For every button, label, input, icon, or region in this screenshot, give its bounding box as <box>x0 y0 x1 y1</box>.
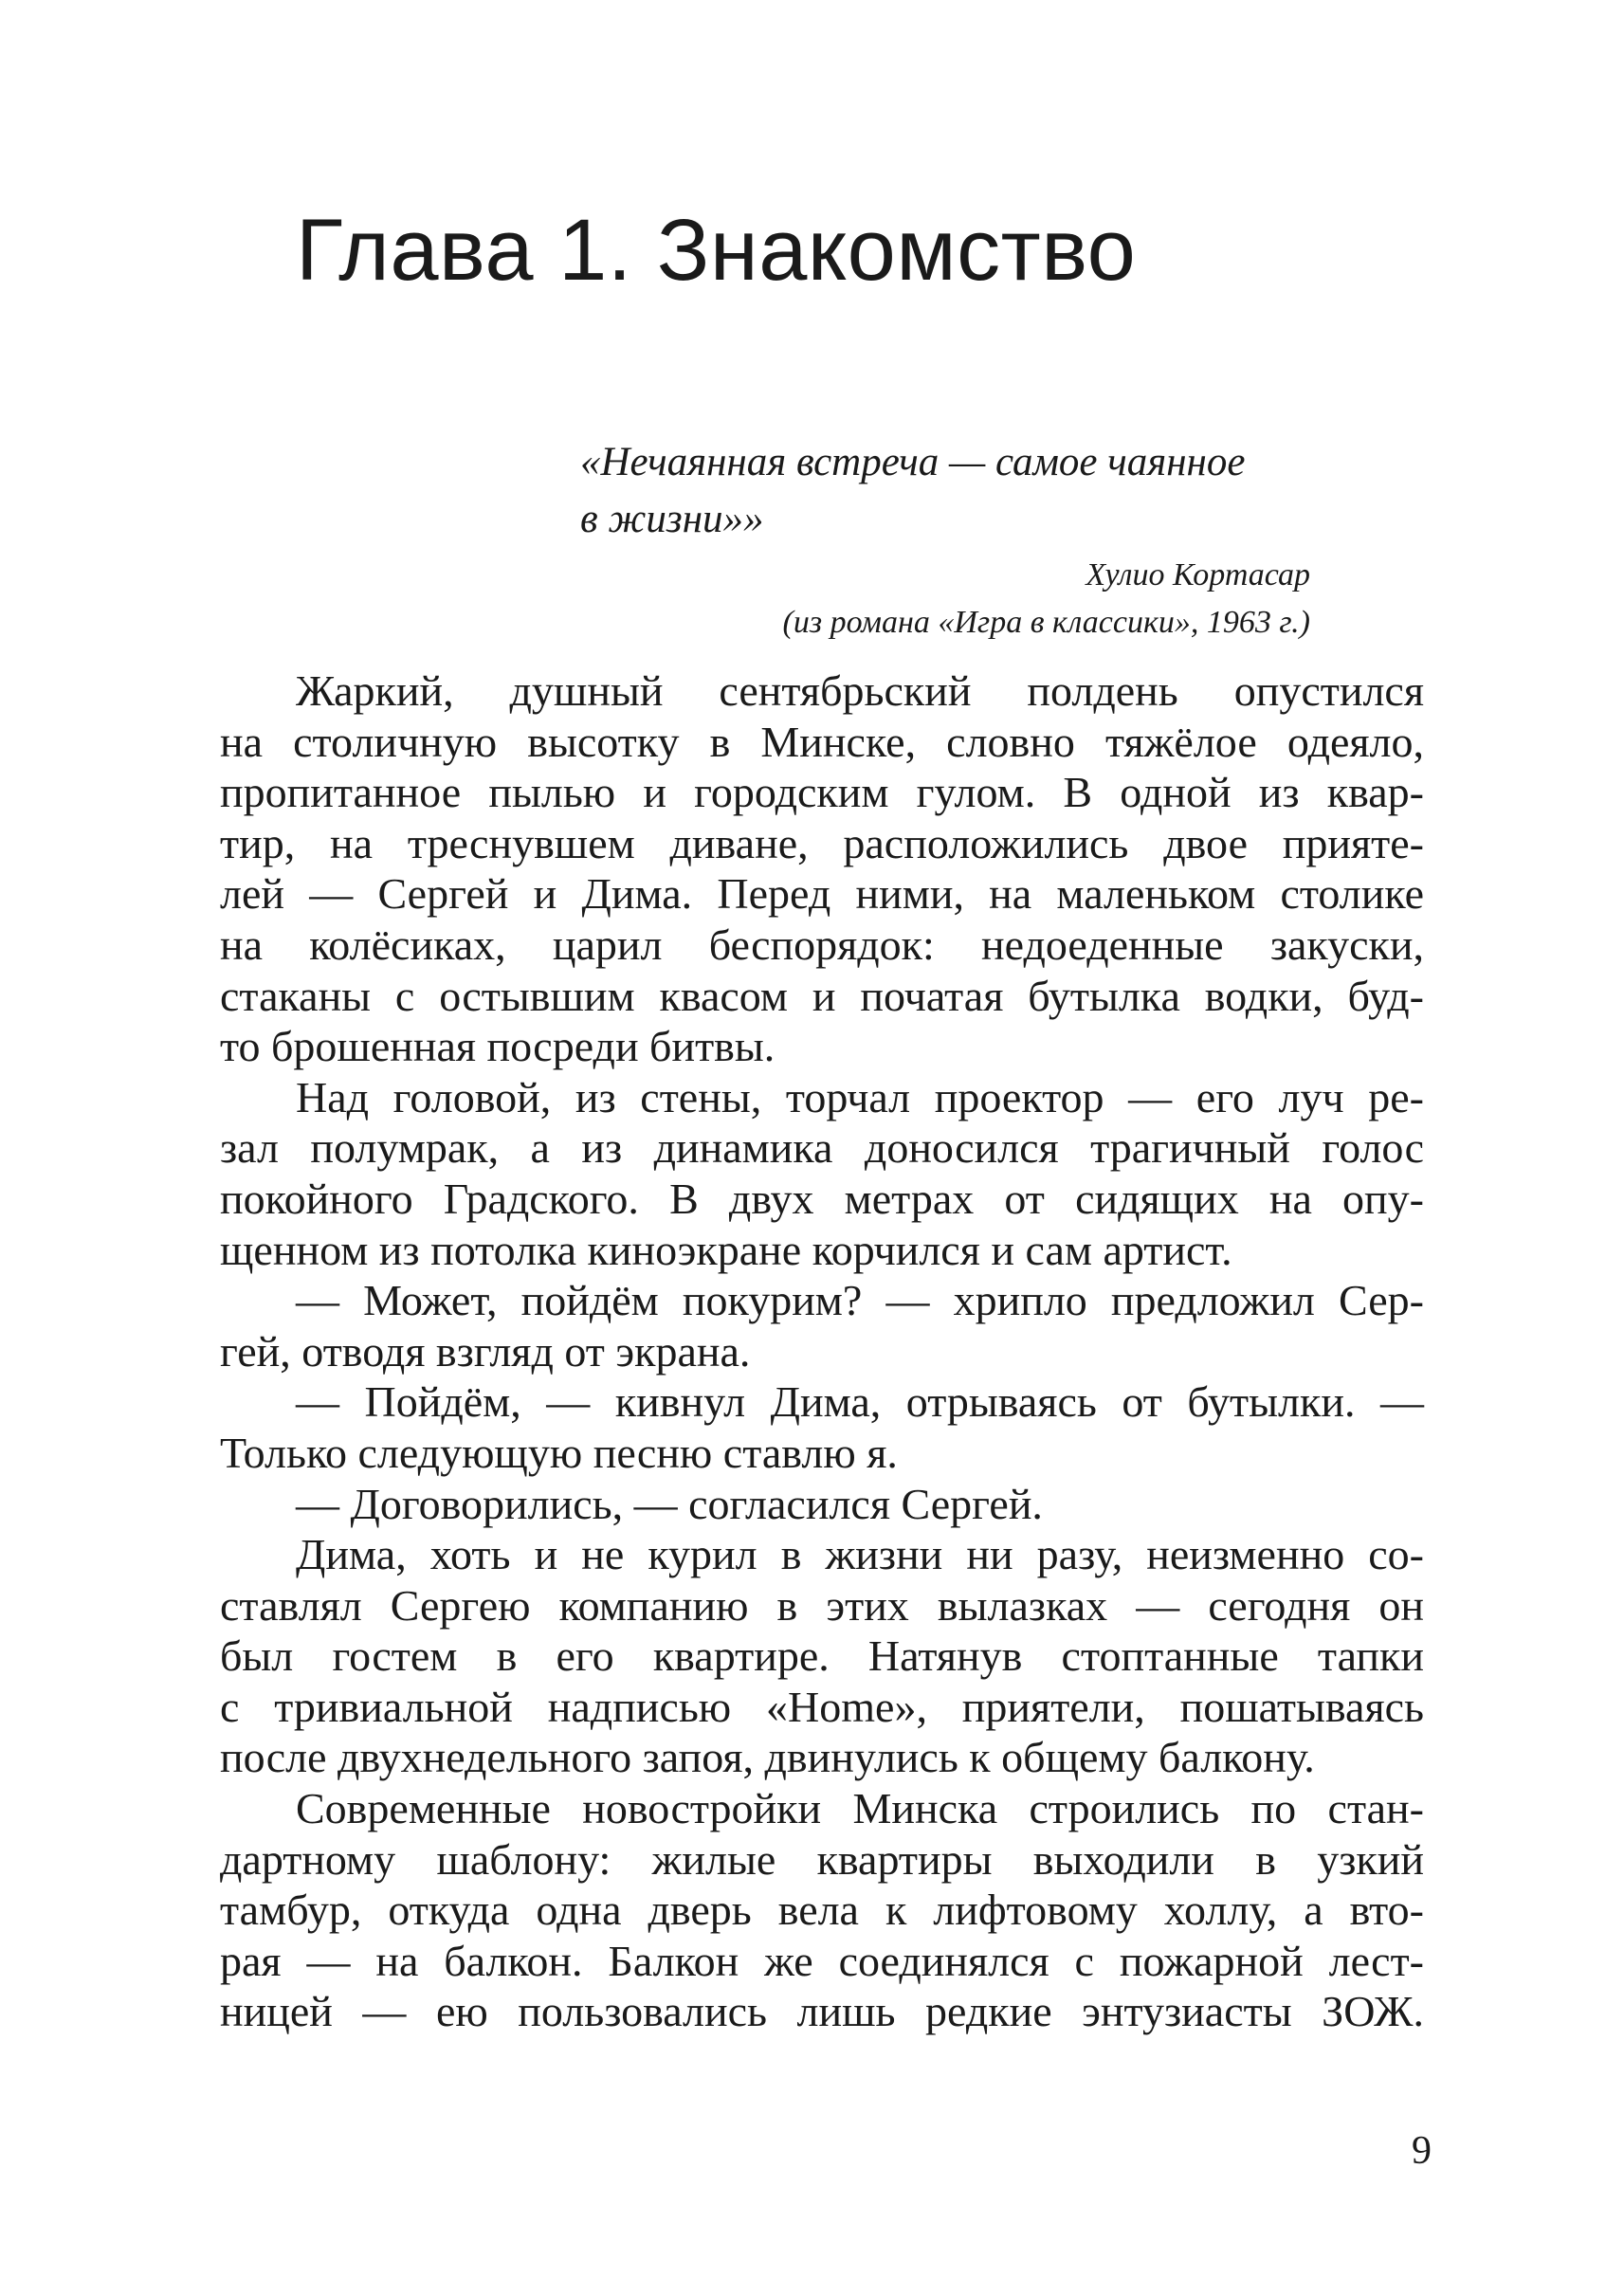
text-line: Жаркий, душный сентябрьский полдень опустился <box>296 666 1424 715</box>
text-line: лей — Сергей и Дима. Перед ними, на маленьком столике <box>220 869 1424 919</box>
paragraph <box>220 1479 1424 1530</box>
paragraph <box>220 1072 1424 1275</box>
epigraph-quote <box>580 434 1339 548</box>
chapter-title: Глава 1. Знакомство <box>296 202 1137 299</box>
paragraph <box>220 1376 1424 1478</box>
epigraph-quote-line: «Нечаянная встреча — самое чаянное <box>580 440 1246 484</box>
text-line: с тривиальной надписью «Home», приятели, пошатываясь <box>220 1682 1424 1731</box>
text-line: после двухнедельного запоя, двинулись к общему балкону. <box>220 1733 1315 1782</box>
paragraph <box>220 1783 1424 2037</box>
text-line: Современные новостройки Минска строились по стан- <box>296 1784 1424 1833</box>
text-line: покойного Градского. В двух метрах от сидящих на опу- <box>220 1174 1424 1223</box>
text-line: — Может, пойдём покурим? — хрипло предложил Сер- <box>296 1276 1424 1325</box>
text-line: гей, отводя взгляд от экрана. <box>220 1326 751 1376</box>
text-line: рая — на балкон. Балкон же соединялся с пожарной лест- <box>220 1936 1424 1985</box>
body-text <box>220 665 1424 2037</box>
text-line: ницей — ею пользовались лишь редкие энтузиасты ЗОЖ. <box>220 1987 1424 2036</box>
text-line: Только следующую песню ставлю я. <box>220 1428 898 1477</box>
text-line: щенном из потолка киноэкране корчился и сам артист. <box>220 1225 1232 1274</box>
text-line: на столичную высотку в Минске, словно тяжёлое одеяло, <box>220 717 1424 766</box>
page-number: 9 <box>1412 2129 1432 2173</box>
epigraph-quote-line: в жизни»» <box>580 497 764 541</box>
epigraph-source: (из романа «Игра в классики», 1963 г.) <box>782 605 1310 640</box>
epigraph <box>580 434 1339 647</box>
epigraph-author: Хулио Кортасар <box>1086 557 1310 592</box>
text-line: ставлял Сергею компанию в этих вылазках — сегодня он <box>220 1580 1424 1630</box>
text-line: пропитанное пылью и городским гулом. В одной из квар- <box>220 768 1424 817</box>
text-line: — Договорились, — согласился Сергей. <box>296 1479 1043 1528</box>
text-line: то брошенная посреди битвы. <box>220 1022 776 1071</box>
text-line: был гостем в его квартире. Натянув стоптанные тапки <box>220 1631 1424 1681</box>
text-line: зал полумрак, а из динамика доносился трагичный голос <box>220 1123 1424 1173</box>
paragraph <box>220 1529 1424 1783</box>
paragraph <box>220 1275 1424 1376</box>
paragraph <box>220 665 1424 1072</box>
text-line: дартному шаблону: жилые квартиры выходили в узкий <box>220 1834 1424 1884</box>
text-line: на колёсиках, царил беспорядок: недоеденные закуски, <box>220 920 1424 969</box>
text-line: стаканы с остывшим квасом и початая бутылка водки, буд- <box>220 971 1424 1020</box>
text-line: Над головой, из стены, торчал проектор — его луч ре- <box>296 1072 1424 1121</box>
text-line: тир, на треснувшем диване, расположились двое прияте- <box>220 818 1424 867</box>
text-line: — Пойдём, — кивнул Дима, отрываясь от бутылки. — <box>296 1377 1424 1427</box>
text-line: Дима, хоть и не курил в жизни ни разу, неизменно со- <box>296 1530 1424 1579</box>
text-line: тамбур, откуда одна дверь вела к лифтовому холлу, а вто- <box>220 1886 1424 1935</box>
